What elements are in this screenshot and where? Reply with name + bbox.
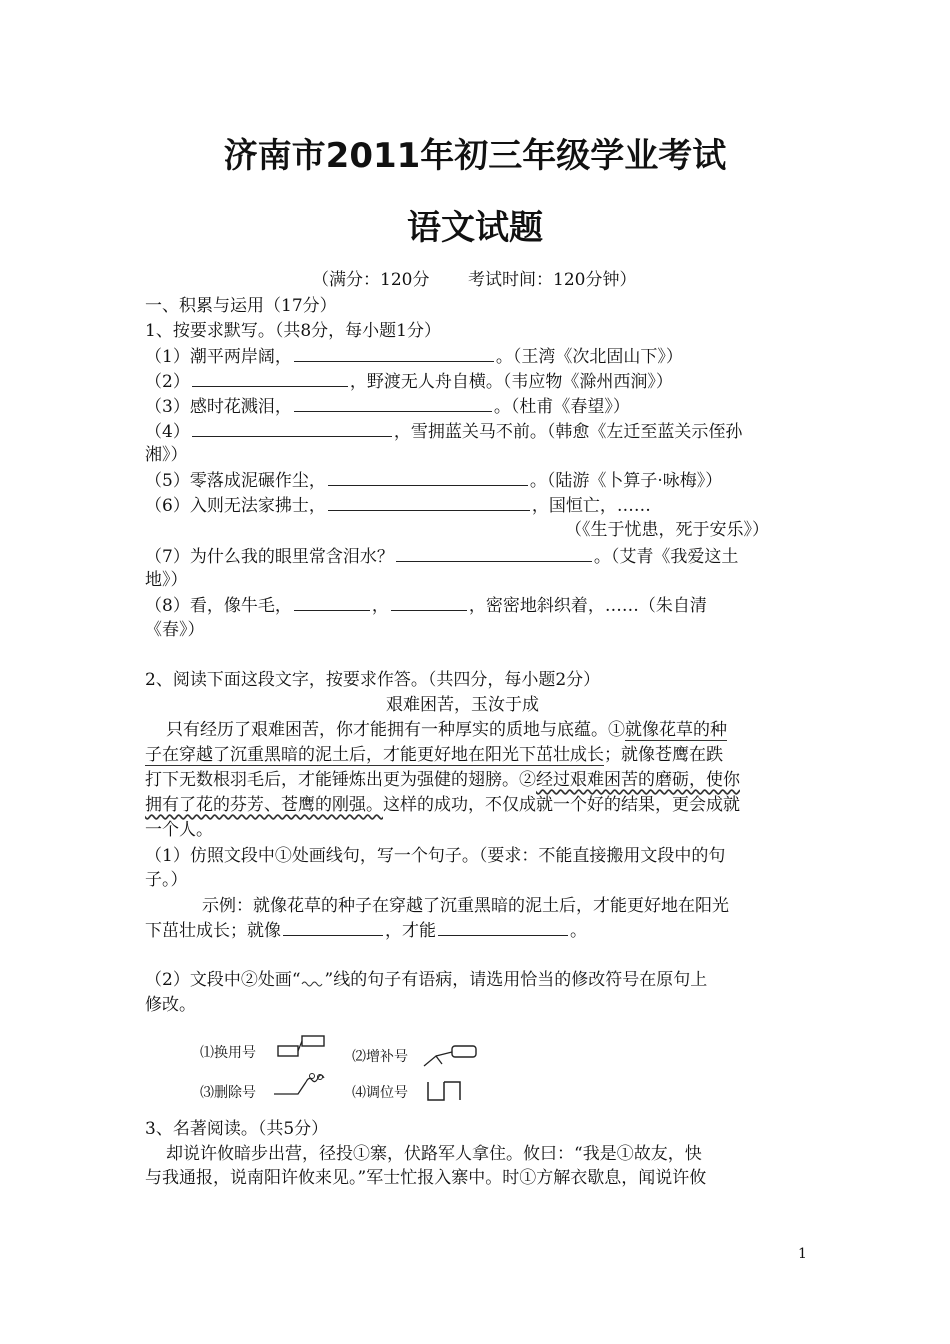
q2-sub2-line-1 xyxy=(145,968,707,992)
passage-line-2-b: ；就像苍鹰在跌 xyxy=(604,745,723,765)
q1-line-8-text-a: （8）看，像牛毛， xyxy=(145,596,292,616)
passage-wavy-2: 拥有了花的芬芳、苍鹰的刚强。 xyxy=(145,795,383,815)
exam-title: 济南市2011年初三年级学业考试 xyxy=(223,136,727,176)
q1-blank-8a[interactable] xyxy=(294,593,370,611)
q1-line-8-text-b: ， xyxy=(371,596,389,616)
question-2-heading: 2、阅读下面这段文字，按要求作答。（共四分，每小题2分） xyxy=(145,670,601,690)
q2-sub2-text-a: （2）文段中②处画“ xyxy=(145,970,301,990)
time-info: 考试时间：120分钟） xyxy=(468,270,637,290)
q1-line-2 xyxy=(145,369,673,394)
question-1-heading: 1、按要求默写。（共8分，每小题1分） xyxy=(145,321,441,341)
add-symbol-icon xyxy=(422,1040,480,1068)
q1-line-1 xyxy=(145,344,683,369)
q3-text-line-1: 却说许攸暗步出营，径投①寨，伏路军人拿住。攸曰：“我是①故友，快 xyxy=(166,1144,702,1164)
q2-sub1-line-1: （1）仿照文段中①处画线句，写一个句子。（要求：不能直接搬用文段中的句 xyxy=(145,846,726,866)
q1-line-6 xyxy=(145,493,651,518)
q1-line-5-text-b: 。（陆游《卜算子·咏梅》） xyxy=(529,471,723,491)
question-3-heading: 3、名著阅读。（共5分） xyxy=(145,1119,329,1139)
q1-line-8-text-c: ，密密地斜织着，……（朱自清 xyxy=(468,596,707,616)
passage-underline-1: 就像花草的种 xyxy=(625,720,727,740)
passage-line-4 xyxy=(145,793,740,817)
q1-line-4-text-b: ，雪拥蓝关马不前。（韩愈《左迁至蓝关示侄孙 xyxy=(393,422,743,442)
example-line-1: 示例：就像花草的种子在穿越了沉重黑暗的泥土后，才能更好地在阳光 xyxy=(202,896,729,916)
q1-line-7-text-b: 。（艾青《我爱这土 xyxy=(593,547,739,567)
q1-blank-7[interactable] xyxy=(396,544,592,562)
replace-symbol-icon xyxy=(276,1034,328,1060)
q1-blank-3[interactable] xyxy=(294,394,492,412)
swap-symbol-label: ⑷调位号 xyxy=(352,1085,408,1101)
q1-line-8-cont: 《春》） xyxy=(145,620,205,640)
passage-line-5: 一个人。 xyxy=(145,820,213,840)
delete-symbol-icon xyxy=(270,1068,334,1098)
q3-text-line-2: 与我通报，说南阳许攸来见。”军士忙报入寨中。时①方解衣歇息，闻说许攸 xyxy=(145,1168,707,1188)
swap-symbol-icon xyxy=(424,1074,472,1104)
q1-line-3-text-b: 。（杜甫《春望》） xyxy=(493,397,630,417)
q1-blank-1[interactable] xyxy=(294,344,494,362)
q1-line-7-text-a: （7）为什么我的眼里常含泪水？ xyxy=(145,547,394,567)
example-blank-2[interactable] xyxy=(438,918,568,936)
q2-sub2-text-b: ”线的句子有语病，请选用恰当的修改符号在原句上 xyxy=(324,970,708,990)
passage-line-1-a: 只有经历了艰难困苦，你才能拥有一种厚实的质地与底蕴。① xyxy=(166,720,625,740)
passage-line-3 xyxy=(145,768,740,792)
score-info: （满分：120分 xyxy=(312,270,430,290)
q1-blank-2[interactable] xyxy=(192,369,348,387)
q1-line-5 xyxy=(145,468,722,493)
example-blank-1[interactable] xyxy=(283,918,383,936)
q1-line-2-text-b: ，野渡无人舟自横。（韦应物《滁州西涧》） xyxy=(349,372,673,392)
q2-sub1-line-2: 子。） xyxy=(145,870,188,890)
q1-line-6-source: （《生于忧患，死于安乐》） xyxy=(565,520,769,540)
example-line-2-a: 下茁壮成长；就像 xyxy=(145,921,281,941)
q1-blank-4[interactable] xyxy=(192,419,392,437)
q1-line-8 xyxy=(145,593,707,618)
passage-wavy-1: 经过艰难困苦的磨砺，使你 xyxy=(536,770,740,790)
q1-line-1-text-a: （1）潮平两岸阔， xyxy=(145,347,292,367)
passage-line-1 xyxy=(166,718,727,742)
q2-sub2-line-2: 修改。 xyxy=(145,995,196,1015)
passage-title: 艰难困苦，玉汝于成 xyxy=(386,695,539,715)
passage-line-3-a: 打下无数根羽毛后，才能锤炼出更为强健的翅膀。② xyxy=(145,770,536,790)
q1-blank-8b[interactable] xyxy=(391,593,467,611)
exam-subtitle: 语文试题 xyxy=(407,208,543,248)
wavy-line-icon xyxy=(301,974,325,988)
q1-blank-6[interactable] xyxy=(328,493,530,511)
replace-symbol-label: ⑴换用号 xyxy=(200,1045,256,1061)
example-line-2-b: ，才能 xyxy=(385,921,436,941)
example-line-2-c: 。 xyxy=(570,921,587,941)
passage-underline-2: 子在穿越了沉重黑暗的泥土后，才能更好地在阳光下茁壮成长 xyxy=(145,745,604,765)
q1-line-5-text-a: （5）零落成泥碾作尘， xyxy=(145,471,326,491)
q1-line-3-text-a: （3）感时花溅泪， xyxy=(145,397,292,417)
q1-line-7-cont: 地》） xyxy=(145,570,188,590)
q1-line-6-text-a: （6）入则无法家拂士， xyxy=(145,496,326,516)
q1-line-3 xyxy=(145,394,630,419)
section-heading: 一、积累与运用（17分） xyxy=(145,296,337,316)
example-line-2 xyxy=(145,918,587,943)
q1-line-2-text-a: （2） xyxy=(145,372,190,392)
q1-line-4-cont: 湘》） xyxy=(145,445,188,465)
q1-line-4 xyxy=(145,419,742,444)
page-number: 1 xyxy=(798,1246,807,1262)
q1-line-6-text-b: ，国恒亡，…… xyxy=(531,496,651,516)
passage-line-4-b: 这样的成功，不仅成就一个好的结果，更会成就 xyxy=(383,795,740,815)
add-symbol-label: ⑵增补号 xyxy=(352,1049,408,1065)
q1-line-7 xyxy=(145,544,738,569)
delete-symbol-label: ⑶删除号 xyxy=(200,1085,256,1101)
passage-line-2 xyxy=(145,743,723,767)
q1-blank-5[interactable] xyxy=(328,468,528,486)
q1-line-4-text-a: （4） xyxy=(145,422,190,442)
q1-line-1-text-b: 。（王湾《次北固山下》） xyxy=(495,347,683,367)
